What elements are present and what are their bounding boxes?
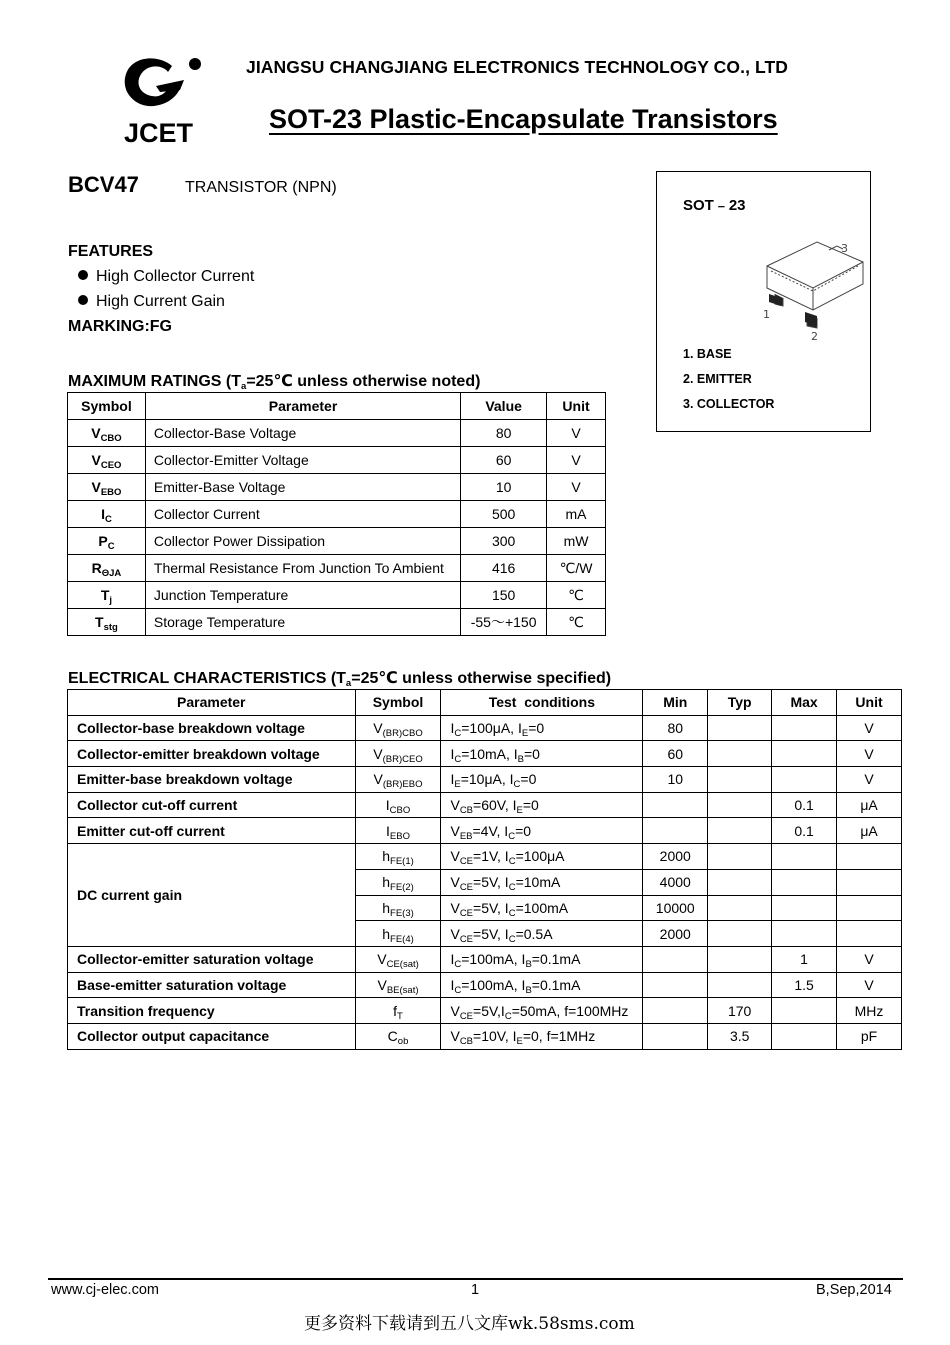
test-condition-cell: $V_{CE}=1V$, $I_C=100\mu A$ xyxy=(441,844,643,870)
unit-cell xyxy=(837,895,902,921)
max-cell xyxy=(772,895,837,921)
max-ratings-title: MAXIMUM RATINGS ($T_a=25℃$ unless otherwise noted) xyxy=(68,373,481,392)
table-row xyxy=(68,501,606,528)
table-row xyxy=(68,972,902,998)
footer-divider xyxy=(48,1278,903,1280)
pin-emitter: 2. EMITTER xyxy=(683,372,752,386)
value-cell: 10 xyxy=(461,474,547,501)
electrical-table xyxy=(67,689,902,1050)
table-row xyxy=(68,420,606,447)
table-row xyxy=(68,818,902,844)
col-header: Symbol xyxy=(355,690,441,716)
symbol-cell: $V_{(BR)CEO}$ xyxy=(355,741,441,767)
test-condition-cell: $V_{CE}=5V$, $I_C=100mA$ xyxy=(441,895,643,921)
symbol-cell: $C_{ob}$ xyxy=(355,1023,441,1049)
col-header: Parameter xyxy=(145,393,460,420)
symbol-cell: $f_T$ xyxy=(355,998,441,1024)
unit-cell: MHz xyxy=(837,998,902,1024)
unit-cell: V xyxy=(837,715,902,741)
page-number: 1 xyxy=(471,1282,480,1298)
col-header: Unit xyxy=(837,690,902,716)
value-cell: 300 xyxy=(461,528,547,555)
symbol-cell: $R_{\Theta JA}$ xyxy=(68,555,146,582)
symbol-cell: $V_{(BR)EBO}$ xyxy=(355,767,441,793)
table-row xyxy=(68,741,902,767)
symbol-cell: $I_C$ xyxy=(68,501,146,528)
min-cell: 4000 xyxy=(643,869,708,895)
parameter-cell: Collector output capacitance xyxy=(68,1023,356,1049)
parameter-cell: Base-emitter saturation voltage xyxy=(68,972,356,998)
symbol-cell: $h_{FE(1)}$ xyxy=(355,844,441,870)
col-header: Symbol xyxy=(68,393,146,420)
col-header: Max xyxy=(772,690,837,716)
parameter-cell: DC current gain xyxy=(68,844,356,947)
footer-url: www.cj-elec.com xyxy=(51,1282,159,1298)
unit-cell: V xyxy=(547,447,606,474)
bullet-icon xyxy=(78,270,88,280)
symbol-cell: $V_{BE(sat)}$ xyxy=(355,972,441,998)
typ-cell xyxy=(708,869,772,895)
parameter-cell: Emitter-Base Voltage xyxy=(145,474,460,501)
min-cell: 10 xyxy=(643,767,708,793)
min-cell: 80 xyxy=(643,715,708,741)
symbol-cell: $V_{CBO}$ xyxy=(68,420,146,447)
col-header: Min xyxy=(643,690,708,716)
col-header: Parameter xyxy=(68,690,356,716)
table-row xyxy=(68,715,902,741)
parameter-cell: Collector Current xyxy=(145,501,460,528)
bullet-icon xyxy=(78,295,88,305)
package-title: SOT﹣23 xyxy=(683,197,746,214)
max-ratings-table xyxy=(67,392,606,636)
table-row xyxy=(68,582,606,609)
pin-label-3: 3 xyxy=(841,242,848,255)
document-title: SOT-23 Plastic-Encapsulate Transistors xyxy=(269,104,778,134)
symbol-cell: $h_{FE(4)}$ xyxy=(355,921,441,947)
parameter-cell: Thermal Resistance From Junction To Ambient xyxy=(145,555,460,582)
unit-cell: V xyxy=(547,474,606,501)
symbol-cell: $h_{FE(2)}$ xyxy=(355,869,441,895)
watermark-text: 更多资料下载请到五八文库wk.58sms.com xyxy=(304,1314,635,1334)
symbol-cell: $h_{FE(3)}$ xyxy=(355,895,441,921)
feature-item: High Current Gain xyxy=(78,293,225,311)
max-cell xyxy=(772,869,837,895)
unit-cell: pF xyxy=(837,1023,902,1049)
unit-cell xyxy=(837,844,902,870)
pin-base: 1. BASE xyxy=(683,347,732,361)
typ-cell xyxy=(708,946,772,972)
symbol-cell: $V_{CEO}$ xyxy=(68,447,146,474)
parameter-cell: Emitter-base breakdown voltage xyxy=(68,767,356,793)
table-row xyxy=(68,528,606,555)
typ-cell xyxy=(708,818,772,844)
col-header: Unit xyxy=(547,393,606,420)
symbol-cell: $I_{CBO}$ xyxy=(355,792,441,818)
test-condition-cell: $V_{EB}=4V$, $I_C=0$ xyxy=(441,818,643,844)
part-description: TRANSISTOR (NPN) xyxy=(185,179,337,196)
max-cell: 0.1 xyxy=(772,818,837,844)
parameter-cell: Transition frequency xyxy=(68,998,356,1024)
col-header: Typ xyxy=(708,690,772,716)
col-header: Value xyxy=(461,393,547,420)
electrical-title: ELECTRICAL CHARACTERISTICS ($T_a=25℃$ unless otherwise specified) xyxy=(68,670,612,689)
value-cell: 500 xyxy=(461,501,547,528)
pin-collector: 3. COLLECTOR xyxy=(683,397,775,411)
max-cell xyxy=(772,998,837,1024)
table-row xyxy=(68,946,902,972)
min-cell xyxy=(643,946,708,972)
test-condition-cell: $I_C=100mA$, $I_B=0.1mA$ xyxy=(441,972,643,998)
parameter-cell: Emitter cut-off current xyxy=(68,818,356,844)
typ-cell xyxy=(708,767,772,793)
min-cell: 2000 xyxy=(643,844,708,870)
min-cell xyxy=(643,998,708,1024)
symbol-cell: $T_j$ xyxy=(68,582,146,609)
marking-code: MARKING:FG xyxy=(68,318,172,335)
test-condition-cell: $I_C=100\mu A$, $I_E=0$ xyxy=(441,715,643,741)
unit-cell xyxy=(837,869,902,895)
max-cell xyxy=(772,1023,837,1049)
typ-cell: 170 xyxy=(708,998,772,1024)
max-cell xyxy=(772,844,837,870)
unit-cell: μA xyxy=(837,818,902,844)
value-cell: 416 xyxy=(461,555,547,582)
unit-cell: V xyxy=(547,420,606,447)
test-condition-cell: $I_C=10mA$, $I_B=0$ xyxy=(441,741,643,767)
parameter-cell: Collector cut-off current xyxy=(68,792,356,818)
unit-cell: ℃ xyxy=(547,582,606,609)
col-header: Test conditions xyxy=(441,690,643,716)
max-cell: 0.1 xyxy=(772,792,837,818)
max-cell xyxy=(772,767,837,793)
value-cell: -55～+150 xyxy=(461,609,547,636)
parameter-cell: Collector-emitter breakdown voltage xyxy=(68,741,356,767)
sot23-package-drawing xyxy=(755,238,870,348)
feature-item: High Collector Current xyxy=(78,268,254,286)
min-cell: 10000 xyxy=(643,895,708,921)
max-cell: 1 xyxy=(772,946,837,972)
unit-cell: mW xyxy=(547,528,606,555)
features-heading: FEATURES xyxy=(68,243,154,260)
min-cell: 2000 xyxy=(643,921,708,947)
table-row xyxy=(68,1023,902,1049)
company-name: JIANGSU CHANGJIANG ELECTRONICS TECHNOLOGY CO., LTD xyxy=(246,57,789,77)
value-cell: 80 xyxy=(461,420,547,447)
table-row xyxy=(68,447,606,474)
table-row xyxy=(68,474,606,501)
min-cell xyxy=(643,818,708,844)
min-cell xyxy=(643,972,708,998)
typ-cell xyxy=(708,921,772,947)
parameter-cell: Collector Power Dissipation xyxy=(145,528,460,555)
test-condition-cell: $V_{CE}=5V$, $I_C=10mA$ xyxy=(441,869,643,895)
max-cell xyxy=(772,715,837,741)
parameter-cell: Collector-Base Voltage xyxy=(145,420,460,447)
unit-cell: ℃/W xyxy=(547,555,606,582)
typ-cell xyxy=(708,792,772,818)
unit-cell: mA xyxy=(547,501,606,528)
test-condition-cell: $V_{CB}=60V$, $I_E=0$ xyxy=(441,792,643,818)
table-row xyxy=(68,792,902,818)
typ-cell xyxy=(708,741,772,767)
max-cell xyxy=(772,741,837,767)
symbol-cell: $V_{CE(sat)}$ xyxy=(355,946,441,972)
max-cell xyxy=(772,921,837,947)
value-cell: 150 xyxy=(461,582,547,609)
logo-text: JCET xyxy=(124,118,194,148)
test-condition-cell: $V_{CB}=10V$, $I_E=0$, f=1MHz xyxy=(441,1023,643,1049)
max-cell: 1.5 xyxy=(772,972,837,998)
unit-cell: V xyxy=(837,946,902,972)
min-cell: 60 xyxy=(643,741,708,767)
revision-date: B,Sep,2014 xyxy=(816,1282,892,1298)
typ-cell: 3.5 xyxy=(708,1023,772,1049)
unit-cell: V xyxy=(837,767,902,793)
parameter-cell: Collector-emitter saturation voltage xyxy=(68,946,356,972)
symbol-cell: $I_{EBO}$ xyxy=(355,818,441,844)
jcet-logo xyxy=(110,52,202,148)
unit-cell: V xyxy=(837,972,902,998)
pin-label-1: 1 xyxy=(763,308,770,321)
part-number: BCV47 xyxy=(68,172,139,197)
symbol-cell: $T_{stg}$ xyxy=(68,609,146,636)
parameter-cell: Collector-Emitter Voltage xyxy=(145,447,460,474)
min-cell xyxy=(643,1023,708,1049)
table-row xyxy=(68,844,902,870)
test-condition-cell: $V_{CE}=5V$, $I_C=0.5A$ xyxy=(441,921,643,947)
table-row xyxy=(68,998,902,1024)
table-row xyxy=(68,555,606,582)
min-cell xyxy=(643,792,708,818)
symbol-cell: $V_{(BR)CBO}$ xyxy=(355,715,441,741)
unit-cell xyxy=(837,921,902,947)
value-cell: 60 xyxy=(461,447,547,474)
unit-cell: V xyxy=(837,741,902,767)
test-condition-cell: $V_{CE}=5V,I_C=50mA$, f=100MHz xyxy=(441,998,643,1024)
test-condition-cell: $I_C=100mA$, $I_B=0.1mA$ xyxy=(441,946,643,972)
typ-cell xyxy=(708,895,772,921)
pin-label-2: 2 xyxy=(811,330,818,343)
typ-cell xyxy=(708,715,772,741)
parameter-cell: Storage Temperature xyxy=(145,609,460,636)
typ-cell xyxy=(708,844,772,870)
test-condition-cell: $I_E=10\mu A$, $I_C=0$ xyxy=(441,767,643,793)
parameter-cell: Collector-base breakdown voltage xyxy=(68,715,356,741)
symbol-cell: $V_{EBO}$ xyxy=(68,474,146,501)
unit-cell: μA xyxy=(837,792,902,818)
typ-cell xyxy=(708,972,772,998)
parameter-cell: Junction Temperature xyxy=(145,582,460,609)
unit-cell: ℃ xyxy=(547,609,606,636)
table-row xyxy=(68,767,902,793)
symbol-cell: $P_C$ xyxy=(68,528,146,555)
table-row xyxy=(68,609,606,636)
